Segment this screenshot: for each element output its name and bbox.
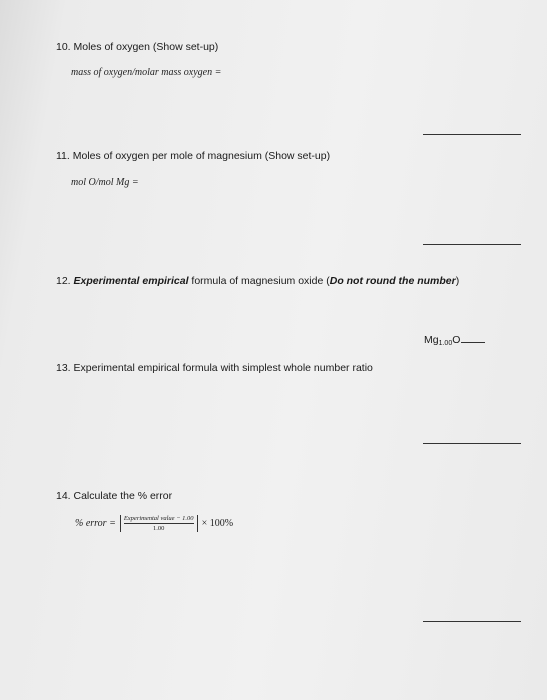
answer-subscript: 1.00 <box>438 340 453 347</box>
formula-rhs: × 100% <box>201 517 234 529</box>
question-10-answer-line[interactable] <box>423 134 521 135</box>
question-14-label: 14. Calculate the % error <box>56 490 173 502</box>
answer-blank-line[interactable] <box>461 342 485 343</box>
question-14-answer-line[interactable] <box>423 621 521 622</box>
question-13-answer-line[interactable] <box>423 443 521 444</box>
answer-o: O <box>452 334 461 346</box>
question-12-number: 12. <box>56 275 71 287</box>
question-10-formula: mass of oxygen/molar mass oxygen = <box>71 67 222 78</box>
formula-lhs: % error = <box>75 517 116 529</box>
question-12-emphasis: Do not round the number <box>329 275 456 287</box>
formula-denominator: 1.00 <box>153 525 165 532</box>
question-11-formula: mol O/mol Mg = <box>71 177 139 188</box>
percent-error-formula <box>75 515 233 532</box>
formula-fraction <box>120 515 198 532</box>
question-12-text: formula of magnesium oxide ( <box>188 275 330 287</box>
question-10-label: 10. Moles of oxygen (Show set-up) <box>56 41 219 53</box>
question-13-label: 13. Experimental empirical formula with simplest whole number ratio <box>56 362 373 374</box>
question-12-answer[interactable] <box>424 334 485 347</box>
question-12-label <box>56 275 459 287</box>
question-11-label: 11. Moles of oxygen per mole of magnesium (Show set-up) <box>56 150 331 162</box>
formula-numerator: Experimental value − 1.00 <box>123 515 194 522</box>
question-12-close: ) <box>455 275 460 287</box>
question-12-bold-phrase: Experimental empirical <box>73 275 189 287</box>
question-11-answer-line[interactable] <box>423 244 521 245</box>
answer-mg: Mg <box>424 334 439 346</box>
